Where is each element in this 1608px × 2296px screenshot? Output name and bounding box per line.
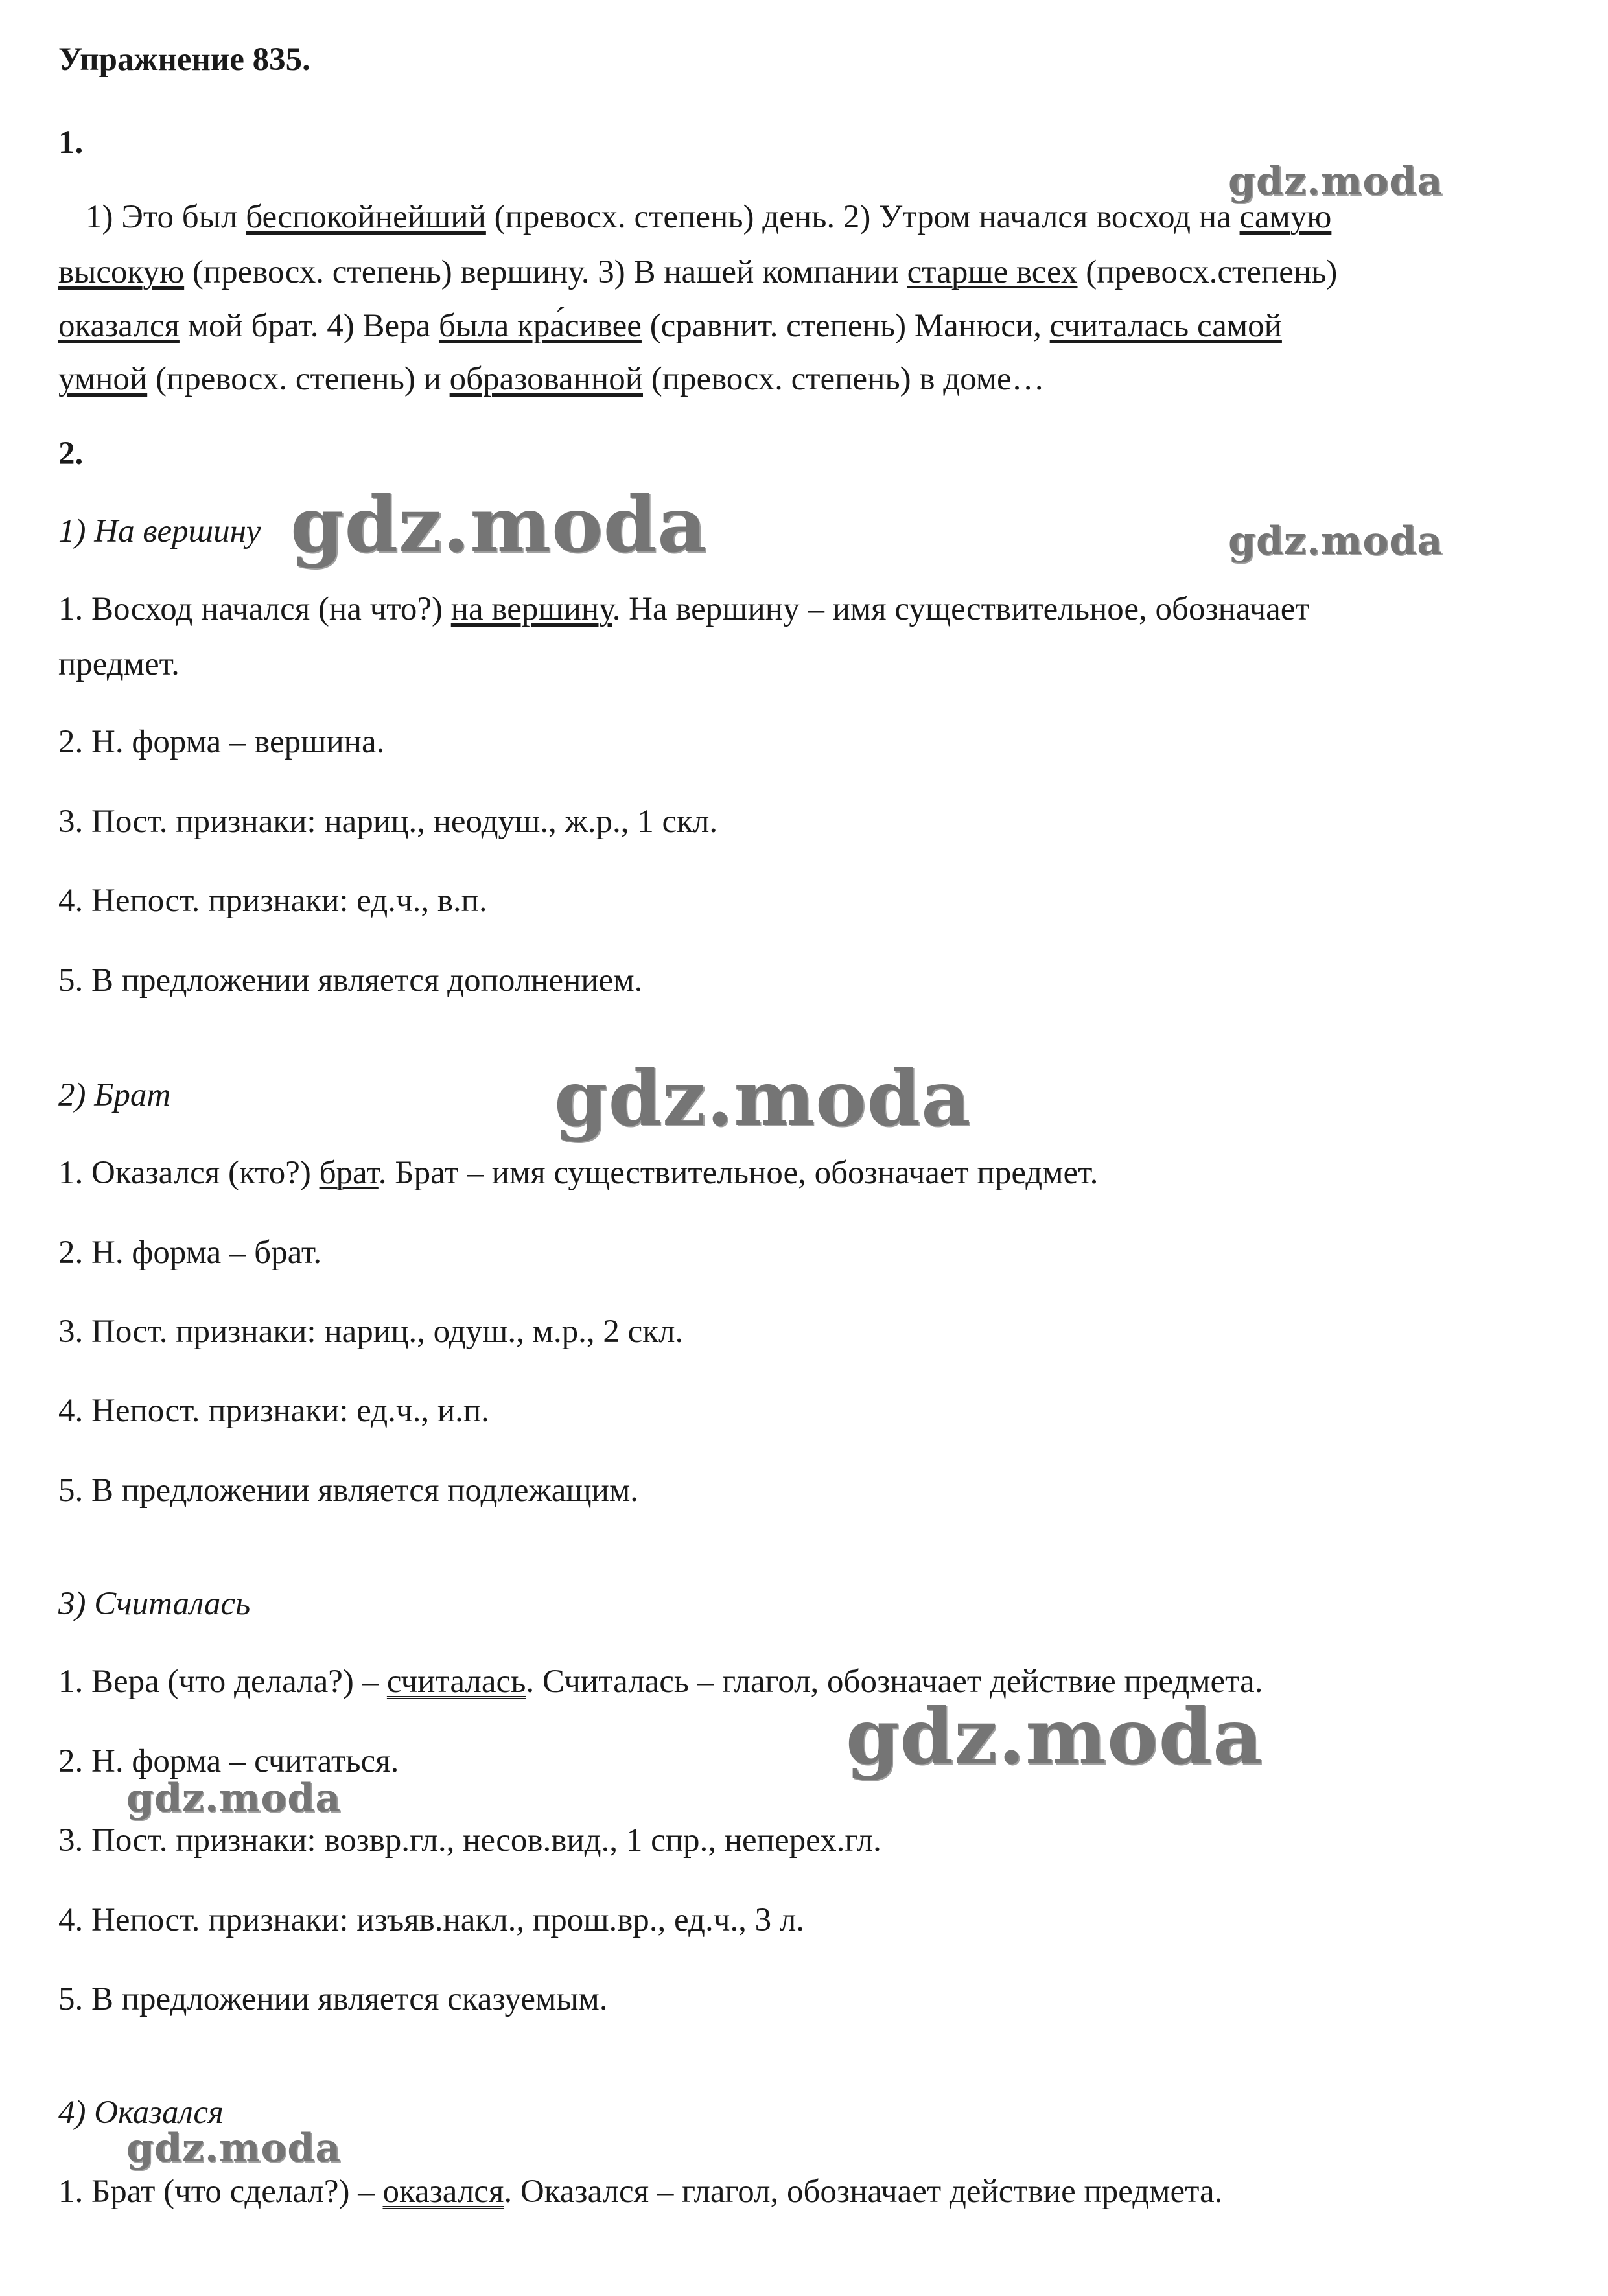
text-run: . Брат – имя существительное, обозначает предмет. — [378, 1155, 1099, 1191]
underlined-word: умной — [58, 361, 148, 397]
underlined-word: самую — [1239, 199, 1332, 235]
part-1-heading: 1) На вершину — [58, 513, 261, 550]
part-3-heading: 3) Считалась — [58, 1586, 251, 1622]
part-2-line-1 — [58, 1154, 1098, 1192]
text-run: мой брат. 4) Вера — [179, 308, 439, 344]
text-run: . Считалась – глагол, обозначает действие предмета. — [526, 1664, 1263, 1700]
part-3-item-3: 3. Пост. признаки: возвр.гл., несов.вид., 1 спр., неперех.гл. — [58, 1822, 881, 1859]
section-1-line-4 — [58, 360, 1045, 399]
underlined-word: беспокойнейший — [246, 199, 486, 235]
text-run: . На вершину – имя существительное, обозначает — [612, 591, 1310, 627]
part-3-item-5: 5. В предложении является сказуемым. — [58, 1981, 608, 2017]
part-2-item-3: 3. Пост. признаки: нариц., одуш., м.р., 2 скл. — [58, 1314, 684, 1350]
underlined-word: считалась — [386, 1664, 526, 1700]
text-run: (превосх. степень) в доме… — [643, 361, 1045, 397]
watermark-logo: gdz.moda — [554, 1053, 972, 1143]
part-4-heading: 4) Оказался — [58, 2094, 224, 2131]
text-run: (превосх.степень) — [1077, 254, 1338, 290]
underlined-word: на вершину — [450, 591, 612, 627]
underlined-word: была кра́сивее — [438, 308, 642, 344]
underlined-word: брат — [319, 1155, 379, 1191]
underlined-word: образованной — [449, 361, 643, 397]
text-run: . Оказался – глагол, обозначает действие предмета. — [504, 2174, 1223, 2210]
part-3-item-4: 4. Непост. признаки: изъяв.накл., прош.вр., ед.ч., 3 л. — [58, 1902, 805, 1938]
section-2-label: 2. — [58, 435, 84, 472]
watermark-logo: gdz.moda — [1228, 159, 1443, 204]
section-1-label: 1. — [58, 124, 84, 161]
part-1-line-1b: предмет. — [58, 646, 180, 682]
text-run: (превосх. степень) день. 2) Утром начался восход на — [485, 199, 1240, 235]
watermark-logo: gdz.moda — [126, 1776, 342, 1821]
underlined-word: высокую — [58, 254, 185, 290]
part-1-item-2: 2. Н. форма – вершина. — [58, 724, 385, 760]
exercise-title: Упражнение 835. — [58, 41, 310, 78]
section-1-line-2 — [58, 253, 1337, 292]
part-2-item-2: 2. Н. форма – брат. — [58, 1235, 322, 1271]
watermark-logo: gdz.moda — [846, 1691, 1263, 1781]
watermark-logo: gdz.moda — [290, 480, 708, 570]
underlined-word: оказался — [382, 2174, 504, 2210]
underlined-word: считалась самой — [1049, 308, 1282, 344]
text-run: 1. Вера (что делала?) – — [58, 1664, 387, 1700]
part-1-item-3: 3. Пост. признаки: нариц., неодуш., ж.р., 1 скл. — [58, 804, 718, 840]
text-run: 1. Брат (что сделал?) – — [58, 2174, 383, 2210]
part-1-item-4: 4. Непост. признаки: ед.ч., в.п. — [58, 883, 487, 919]
part-2-item-5: 5. В предложении является подлежащим. — [58, 1472, 638, 1509]
text-run: (сравнит. степень) Манюси, — [641, 308, 1050, 344]
watermark-logo: gdz.moda — [1228, 518, 1443, 564]
part-4-line-1 — [58, 2172, 1222, 2211]
text-run: (превосх. степень) вершину. 3) В нашей компании — [184, 254, 907, 290]
section-1-line-3 — [58, 307, 1282, 345]
part-2-heading: 2) Брат — [58, 1077, 171, 1113]
part-3-item-2: 2. Н. форма – считаться. — [58, 1743, 399, 1780]
underlined-word: старше всех — [907, 254, 1078, 290]
watermark-logo: gdz.moda — [126, 2126, 342, 2171]
text-run: 1. Оказался (кто?) — [58, 1155, 320, 1191]
text-run: (превосх. степень) и — [147, 361, 450, 397]
part-1-line-1 — [58, 590, 1310, 629]
underlined-word: оказался — [58, 308, 180, 344]
text-run: 1) Это был — [86, 199, 246, 235]
part-2-item-4: 4. Непост. признаки: ед.ч., и.п. — [58, 1393, 489, 1429]
section-1-line-1 — [86, 198, 1331, 237]
text-run: 1. Восход начался (на что?) — [58, 591, 451, 627]
part-1-item-5: 5. В предложении является дополнением. — [58, 962, 643, 999]
